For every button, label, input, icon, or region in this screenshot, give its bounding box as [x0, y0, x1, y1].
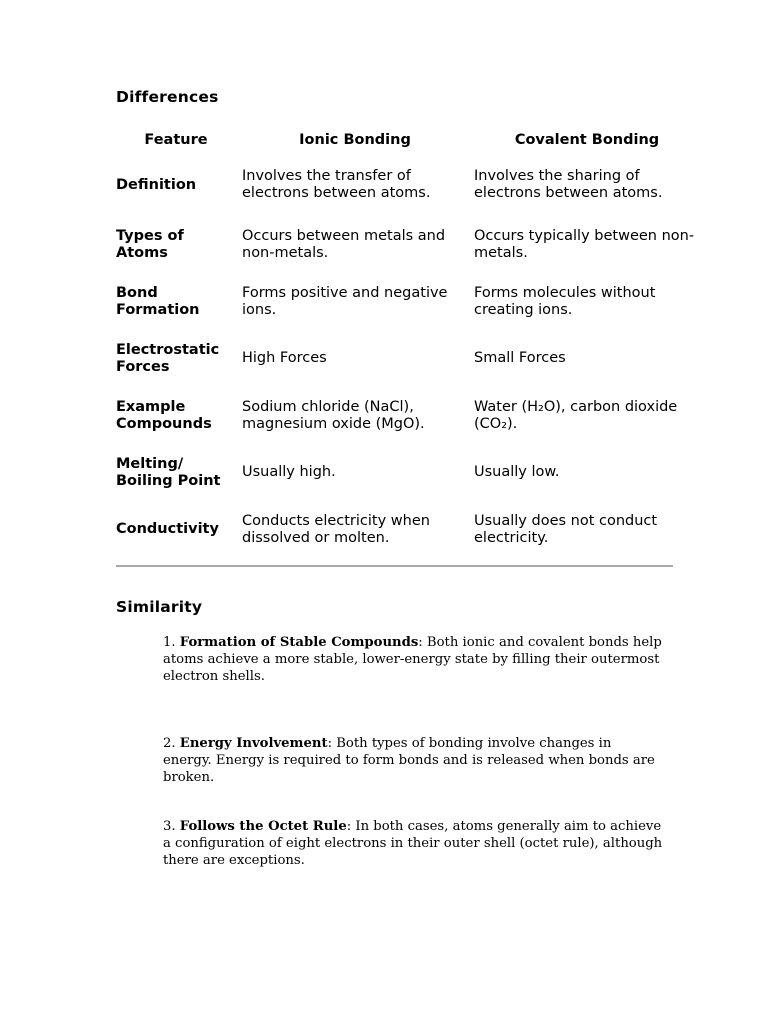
row-feature: Types of Atoms: [116, 227, 184, 261]
table-row: [116, 273, 700, 330]
similarity-item: [163, 735, 663, 786]
row-ionic: Occurs between metals and non-metals.: [242, 227, 446, 261]
item-number: 2.: [163, 736, 176, 751]
row-ionic: Forms positive and negative ions.: [242, 284, 448, 318]
table-row: [116, 387, 700, 444]
row-covalent: Water (H₂O), carbon dioxide (CO₂).: [474, 398, 678, 432]
row-covalent: Small Forces: [474, 350, 566, 366]
similarity-heading: Similarity: [116, 598, 203, 616]
similarity-item: [163, 634, 663, 685]
table-row: [116, 444, 700, 501]
header-feature: Feature: [144, 131, 208, 148]
row-covalent: Involves the sharing of electrons between atoms.: [474, 168, 663, 201]
header-covalent: Covalent Bonding: [514, 131, 660, 148]
item-title: Follows the Octet Rule: [179, 819, 347, 834]
row-covalent: Forms molecules without creating ions.: [474, 284, 656, 318]
item-number: 3.: [163, 819, 176, 834]
table-row: [116, 154, 700, 216]
table-row: [116, 501, 700, 558]
row-feature: Melting/ Boiling Point: [116, 455, 221, 489]
row-feature: Bond Formation: [116, 284, 200, 318]
row-ionic: Involves the transfer of electrons between atoms.: [242, 168, 431, 201]
item-text: : Both ionic and covalent bonds help atoms achieve a more stable, lower-energy state by filling their outermost electron shells.: [163, 635, 662, 684]
table-header-row: [116, 126, 700, 154]
item-text: : Both types of bonding involve changes in energy. Energy is required to form bonds and is released when bonds are broken.: [163, 736, 655, 785]
differences-heading: Differences: [116, 88, 219, 106]
item-title: Formation of Stable Compounds: [179, 635, 419, 650]
header-ionic: Ionic Bonding: [299, 131, 411, 148]
item-number: 1.: [163, 635, 176, 650]
similarity-item: [163, 818, 663, 869]
row-ionic: Usually high.: [242, 464, 336, 480]
item-title: Energy Involvement: [179, 736, 328, 751]
row-covalent: Occurs typically between non-metals.: [474, 227, 695, 261]
row-feature: Conductivity: [116, 521, 219, 537]
row-covalent: Usually does not conduct electricity.: [474, 512, 658, 546]
table-row: [116, 330, 700, 387]
row-ionic: Sodium chloride (NaCl), magnesium oxide (MgO).: [242, 398, 425, 432]
section-divider: [116, 565, 673, 567]
row-ionic: Conducts electricity when dissolved or molten.: [242, 512, 430, 546]
row-covalent: Usually low.: [474, 464, 560, 480]
comparison-table: [110, 126, 706, 558]
row-feature: Example Compounds: [116, 398, 212, 432]
item-text: : In both cases, atoms generally aim to achieve a configuration of eight electrons in their outer shell (octet rule), although there are exceptions.: [163, 819, 663, 868]
row-feature: Electrostatic Forces: [116, 341, 220, 375]
row-feature: Definition: [116, 176, 197, 193]
row-ionic: High Forces: [242, 350, 327, 366]
table-row: [116, 216, 700, 273]
